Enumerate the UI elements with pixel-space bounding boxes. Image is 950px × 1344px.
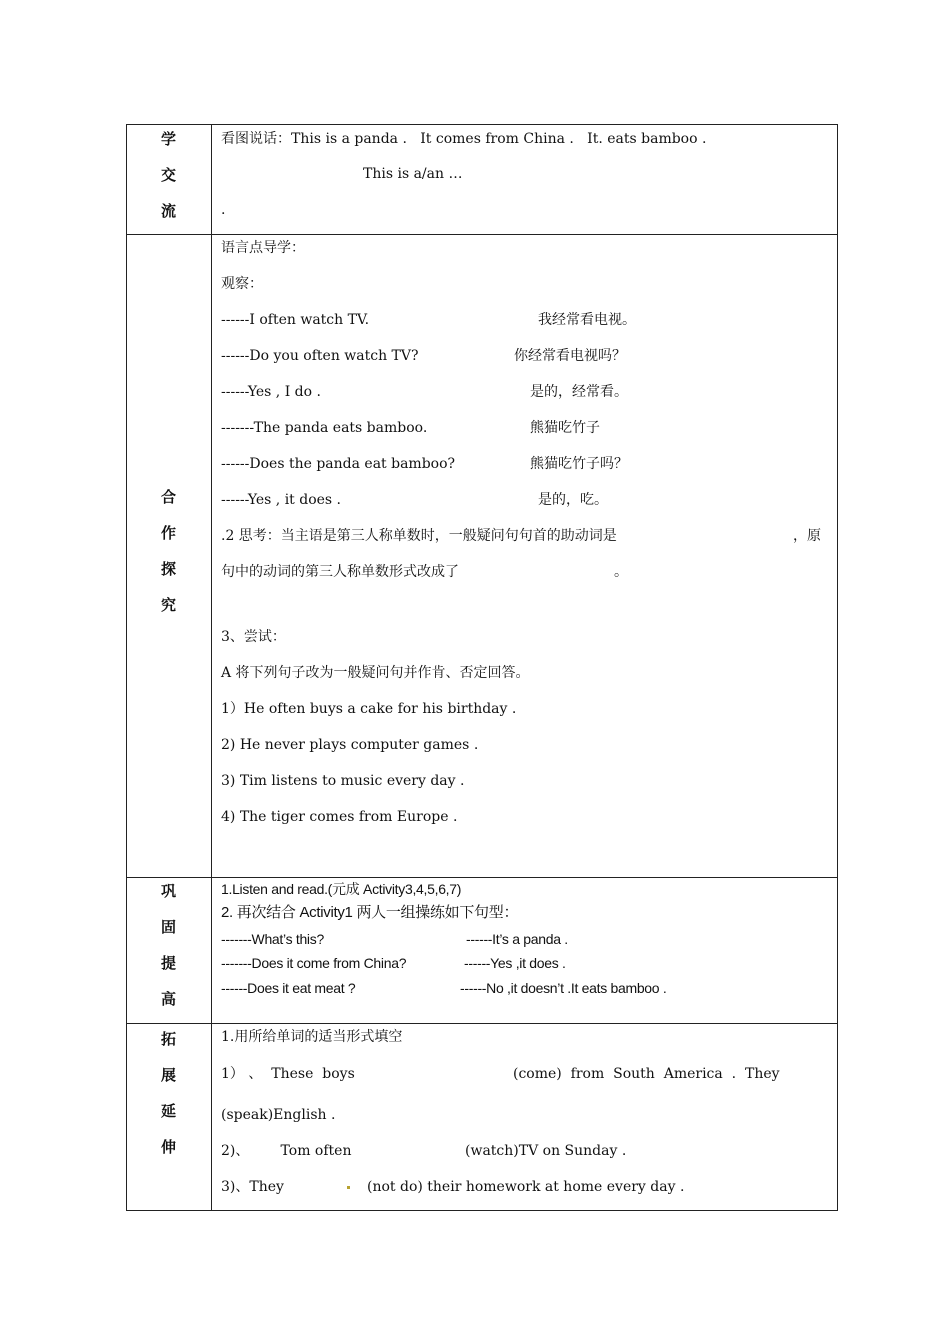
row-divider — [126, 234, 838, 235]
exercise-sentence: 4) The tiger comes from Europe . — [221, 809, 458, 825]
fill-blank-item-1-cont: (come) from South America . They — [513, 1066, 780, 1082]
example-translation: 你经常看电视吗？ — [514, 348, 626, 364]
pair-practice-line: 2. 再次结合 Activity1 两人一组操练如下句型： — [221, 904, 519, 921]
dialogue-question: ------Does it eat meat ? — [221, 980, 356, 996]
fill-blank-item-1-end: (speak)English . — [221, 1107, 336, 1123]
row-label-cooperate: 合 作 探 究 — [160, 488, 176, 614]
example-line: ------Yes , I do . — [221, 384, 321, 400]
fill-blank-marker — [343, 1178, 354, 1196]
exercise-sentence: 3) Tim listens to music every day . — [221, 773, 465, 789]
think-question-line2: 句中的动词的第三人称单数形式改成了 — [221, 564, 459, 580]
example-translation: 我经常看电视。 — [538, 312, 636, 328]
example-translation: 是的，经常看。 — [530, 384, 628, 400]
row-label-consolidate: 巩 固 提 高 — [160, 882, 176, 1008]
dialogue-question: -------What’s this? — [221, 931, 324, 947]
row-label-extend: 拓 展 延 伸 — [160, 1030, 176, 1156]
row-label-exchange: 学 交 流 — [160, 130, 176, 220]
fill-blank-item-3: 3)、They — [221, 1179, 284, 1195]
example-translation: 熊猫吃竹子 — [530, 420, 600, 436]
example-line: ------Do you often watch TV? — [221, 348, 419, 364]
picture-talk-pattern: This is a/an … — [363, 166, 463, 182]
think-question-period: 。 — [614, 564, 628, 580]
example-line: ------Does the panda eat bamboo? — [221, 456, 456, 472]
try-heading: 3、尝试： — [221, 629, 286, 645]
dialogue-answer: ------Yes ,it does . — [464, 955, 566, 971]
lesson-table — [126, 124, 838, 1211]
example-line: ------I often watch TV. — [221, 312, 370, 328]
fill-blank-item-1: 1） 、 These boys — [221, 1066, 355, 1082]
dialogue-question: -------Does it come from China? — [221, 955, 407, 971]
column-divider — [211, 124, 212, 1211]
example-translation: 是的，吃。 — [538, 492, 608, 508]
fill-blank-item-2: 2)、 Tom often — [221, 1143, 352, 1159]
language-points-heading: 语言点导学： — [221, 240, 305, 256]
exercise-sentence: 2) He never plays computer games . — [221, 737, 479, 753]
example-translation: 熊猫吃竹子吗？ — [530, 456, 628, 472]
example-line: ------Yes , it does . — [221, 492, 342, 508]
example-line: -------The panda eats bamboo. — [221, 420, 428, 436]
row-divider — [126, 1023, 838, 1024]
dialogue-answer: ------It’s a panda . — [466, 931, 568, 947]
fill-blank-item-2-cont: (watch)TV on Sunday . — [465, 1143, 627, 1159]
picture-talk-line: 看图说话：This is a panda . It comes from China . It. eats bamboo . — [221, 131, 707, 147]
dialogue-answer: ------No ,it doesn’t .It eats bamboo . — [460, 980, 667, 996]
fill-blank-instruction: 1.用所给单词的适当形式填空 — [221, 1029, 403, 1045]
think-question-blank-end: ，原 — [793, 528, 821, 544]
observe-heading: 观察： — [221, 276, 263, 292]
exercise-sentence: 1）He often buys a cake for his birthday . — [221, 701, 517, 717]
fill-blank-item-3-cont: (not do) their homework at home every day . — [367, 1179, 685, 1195]
listen-read-line: 1.Listen and read.(元成 Activity3,4,5,6,7) — [221, 881, 462, 897]
task-instruction: A 将下列句子改为一般疑问句并作肯、否定回答。 — [221, 665, 530, 681]
picture-talk-end: . — [221, 202, 226, 218]
row-divider — [126, 877, 838, 878]
think-question: .2 思考：当主语是第三人称单数时，一般疑问句句首的助动词是 — [221, 528, 617, 544]
